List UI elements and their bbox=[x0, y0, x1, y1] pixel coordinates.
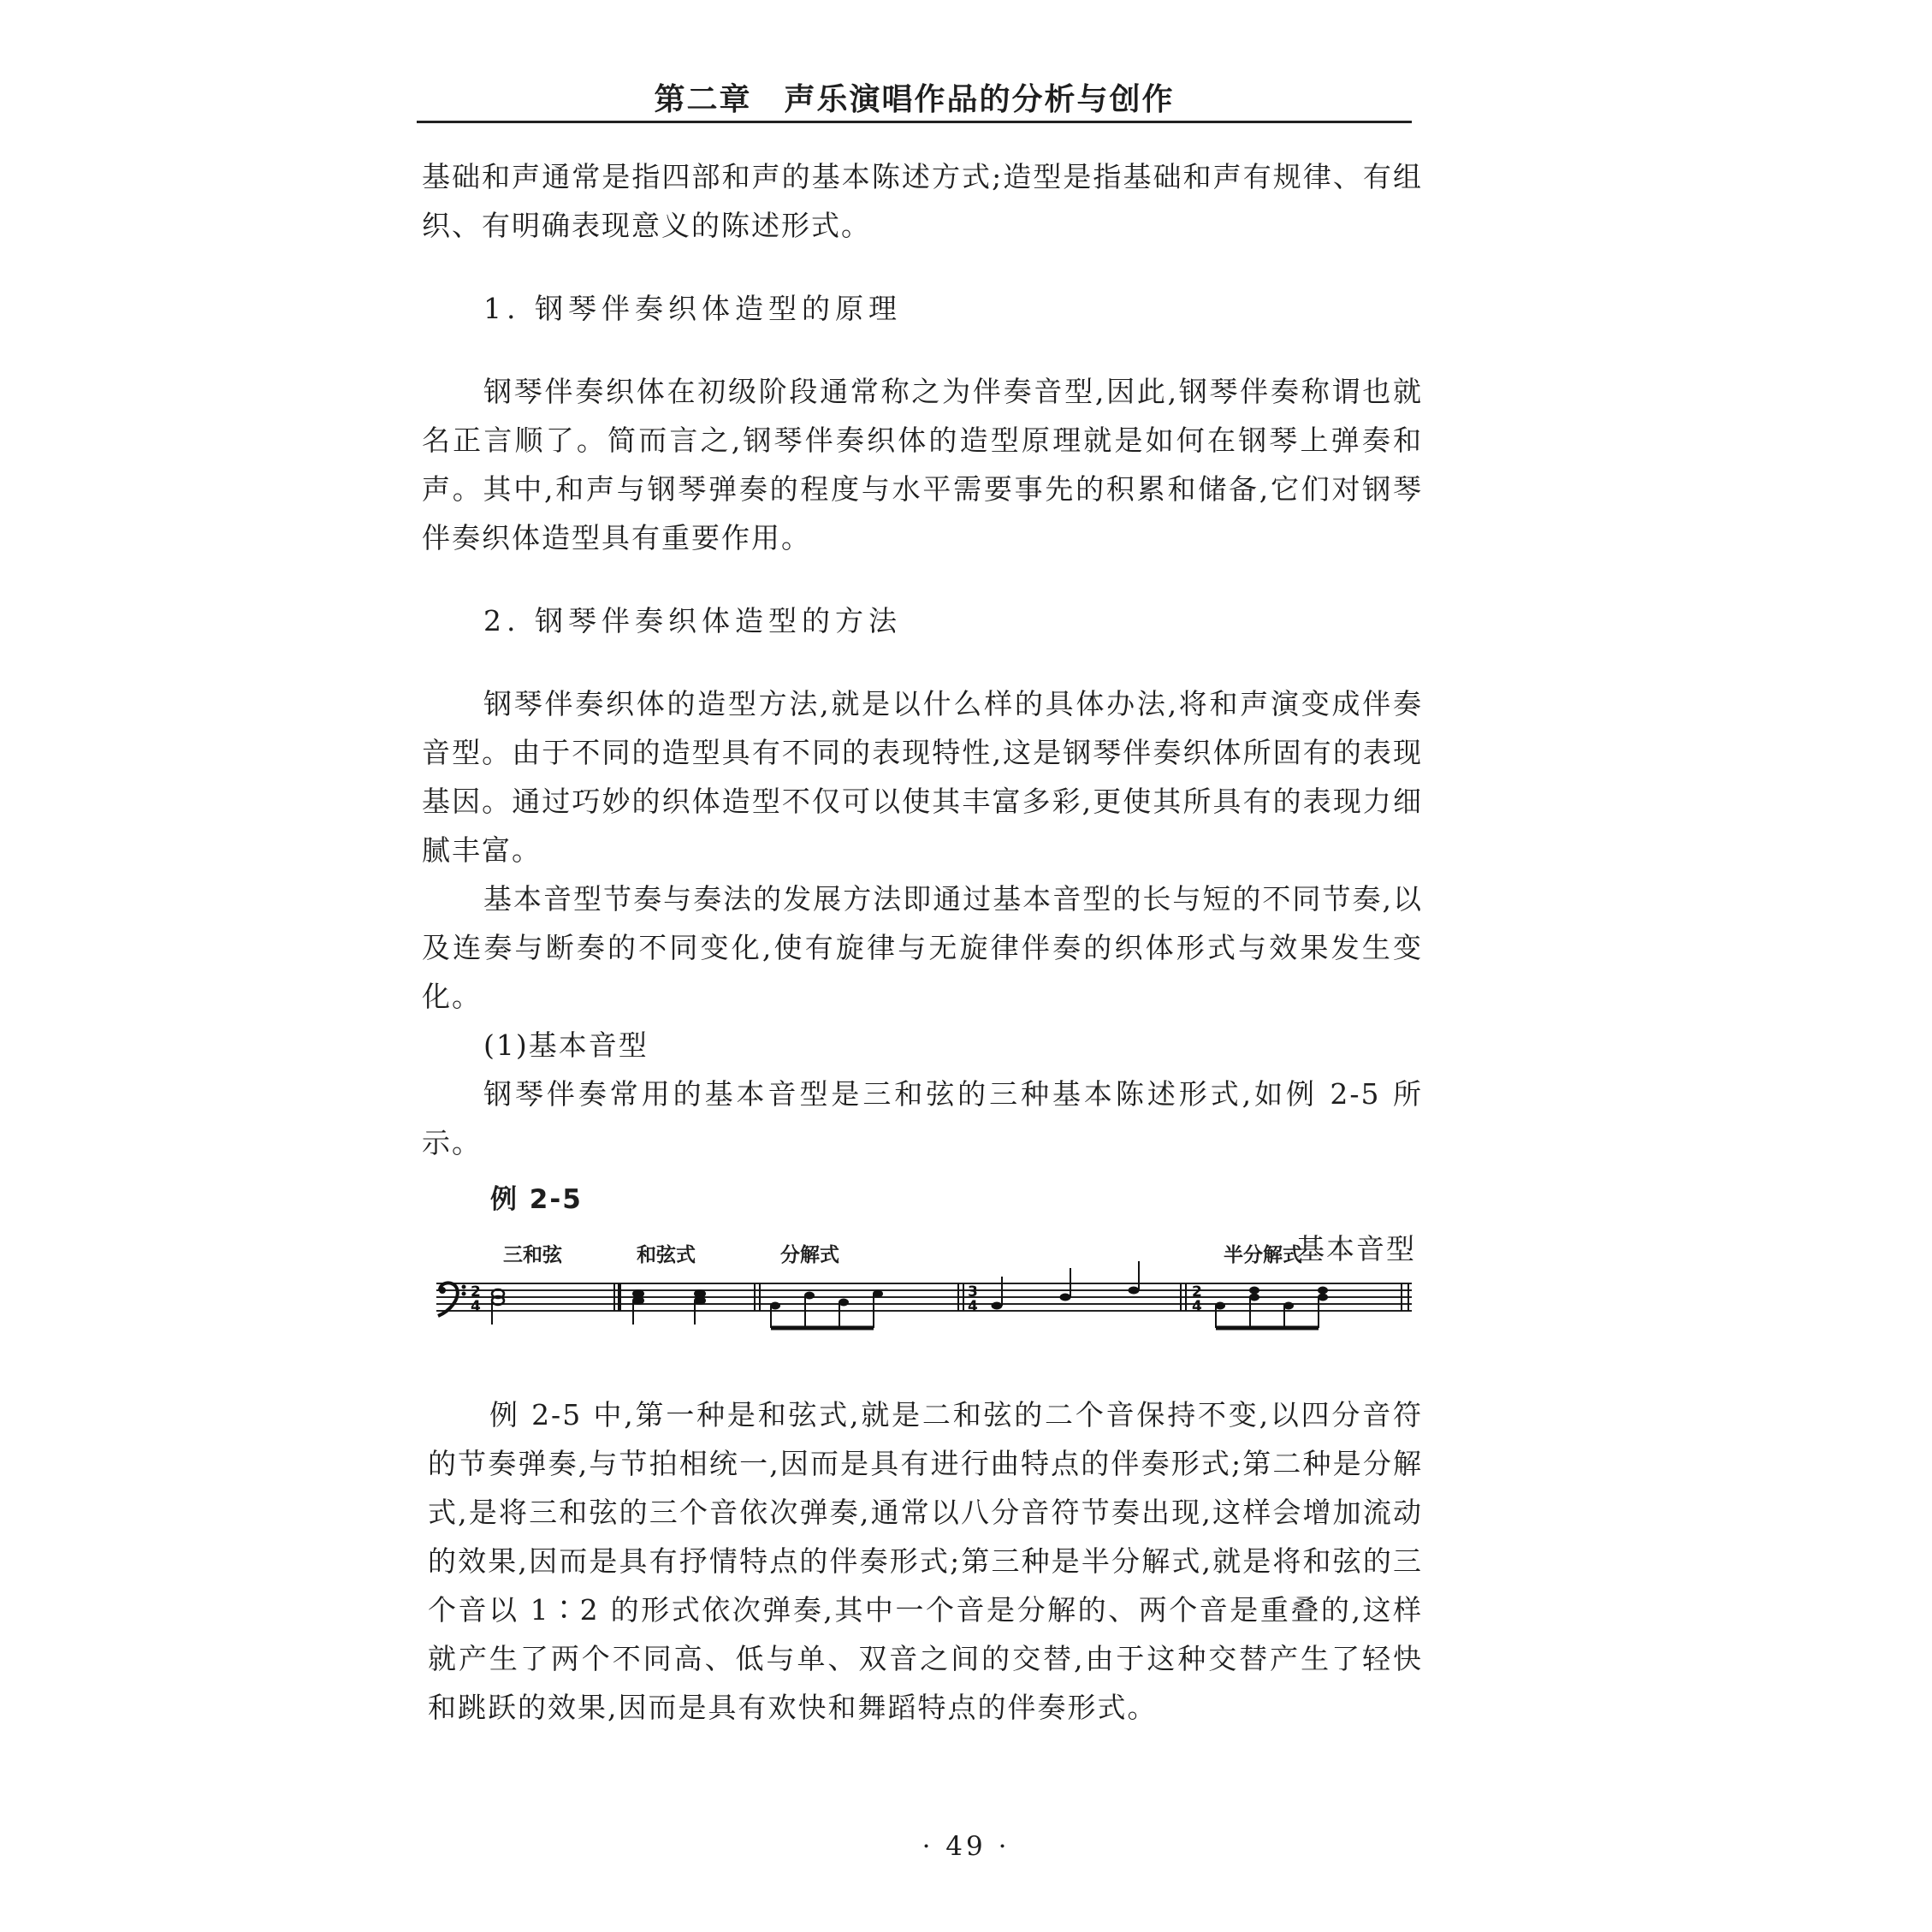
chord-quarter-notes bbox=[632, 1289, 706, 1325]
label-triad: 三和弦 bbox=[503, 1244, 562, 1266]
three-four-quarter-notes bbox=[992, 1261, 1140, 1310]
chapter-header: 第二章 声乐演唱作品的分析与创作 bbox=[654, 82, 1175, 117]
staff-lines bbox=[436, 1283, 1412, 1311]
label-half-broken: 半分解式 bbox=[1224, 1244, 1302, 1266]
paragraph-explanation: 例 2-5 中,第一种是和弦式,就是二和弦的二个音保持不变,以四分音符的节奏弹奏,与节拍相统一,因而是具有进行曲特点的伴奏形式;第二种是分解式,是将三和弦的三个音依次弹奏,通常以八分音符节奏出现,这样会增加流动的效果,因而是具有抒情特点的伴奏形式;第三种是半分解式,就是将和弦的三个音以 1∶2 的形式依次弹奏,其中一个音是分解的、两个音是重叠的,这样就产生了两个不同高、低与单、双音之间的交替,由于这种交替产生了轻快和跳跃的效果,因而是具有欢快和舞蹈特点的伴奏形式。 bbox=[428, 1398, 1423, 1724]
explanation-text bbox=[428, 1390, 1423, 1732]
time-sig-2-4b-bottom: 4 bbox=[1192, 1298, 1202, 1315]
main-text bbox=[422, 152, 1423, 1273]
page-number: · 49 · bbox=[922, 1831, 1010, 1862]
section-heading-method: 2. 钢琴伴奏织体造型的方法 bbox=[483, 604, 902, 637]
time-sig-2-4-bottom: 4 bbox=[471, 1298, 481, 1315]
staff-svg bbox=[428, 1239, 1429, 1342]
time-sig-2-4b-top: 2 bbox=[1192, 1283, 1202, 1301]
paragraph-basic-pattern: 钢琴伴奏常用的基本音型是三和弦的三种基本陈述形式,如例 2-5 所示。 bbox=[422, 1077, 1423, 1159]
example-title: 基本音型 bbox=[1296, 1232, 1416, 1265]
paragraph-principle: 钢琴伴奏织体在初级阶段通常称之为伴奏音型,因此,钢琴伴奏称谓也就名正言顺了。简而言之,钢琴伴奏织体的造型原理就是如何在钢琴上弹奏和声。其中,和声与钢琴弹奏的程度与水平需要事先的积累和储备,它们对钢琴伴奏织体造型具有重要作用。 bbox=[422, 375, 1423, 554]
time-sig-3-4-bottom: 4 bbox=[968, 1298, 978, 1315]
paragraph-method: 钢琴伴奏织体的造型方法,就是以什么样的具体办法,将和声演变成伴奏音型。由于不同的造型具有不同的表现特性,这是钢琴伴奏织体所固有的表现基因。通过巧妙的织体造型不仅可以使其丰富多彩,更使其所具有的表现力细腻丰富。 bbox=[422, 687, 1423, 867]
time-sig-2-4-top: 2 bbox=[471, 1283, 481, 1301]
half-broken-eighths bbox=[1215, 1287, 1328, 1329]
intro-paragraph: 基础和声通常是指四部和声的基本陈述方式;造型是指基础和声有规律、有组织、有明确表现意义的陈述形式。 bbox=[422, 160, 1423, 242]
label-chordal: 和弦式 bbox=[637, 1244, 696, 1266]
example-label: 例 2-5 bbox=[490, 1184, 583, 1215]
paragraph-development: 基本音型节奏与奏法的发展方法即通过基本音型的长与短的不同节奏,以及连奏与断奏的不同变化,使有旋律与无旋律伴奏的织体形式与效果发生变化。 bbox=[422, 882, 1423, 1013]
section-heading-principle: 1. 钢琴伴奏织体造型的原理 bbox=[483, 292, 902, 325]
subheading-basic-pattern: (1)基本音型 bbox=[483, 1028, 649, 1062]
label-broken: 分解式 bbox=[780, 1244, 839, 1266]
header-rule bbox=[417, 121, 1412, 123]
music-example bbox=[428, 1239, 1429, 1342]
time-sig-3-4-top: 3 bbox=[968, 1283, 978, 1301]
triad-half-note bbox=[492, 1289, 504, 1325]
broken-chord-eighths bbox=[770, 1290, 883, 1329]
